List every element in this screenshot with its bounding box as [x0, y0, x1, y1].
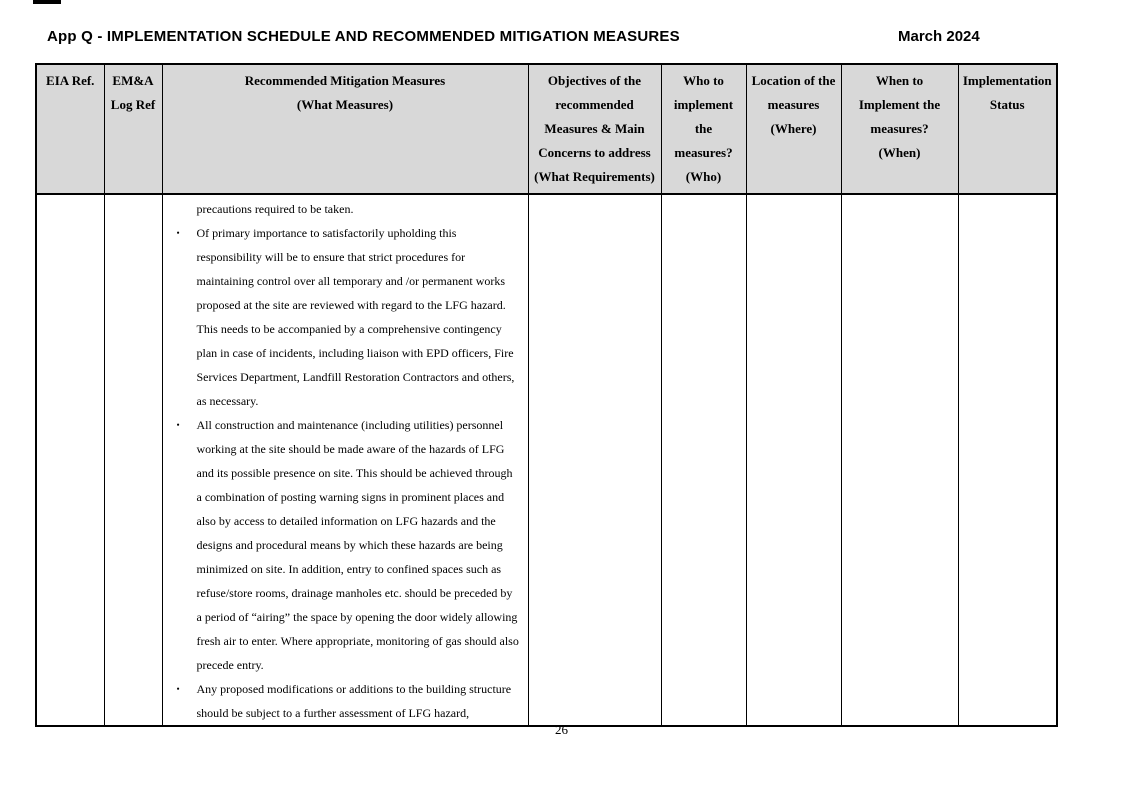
column-header-line: (What Measures) — [296, 97, 394, 112]
column-header-line: measures? — [674, 145, 733, 160]
bullet-text: Of primary importance to satisfactorily upholding this responsibility will be to ensure that strict procedures for maintaining control over all temporary and /or permanent works proposed at the site are reviewed with regard to the LFG hazard. This needs to be accompanied by a comprehensive contingency plan in case of incidents, including liaison with EPD officers, Fire Services Department, Landfill Restoration Contractors and others, as necessary. — [196, 226, 515, 408]
table-header-row — [36, 64, 1057, 194]
col-header-mitigation-measures — [162, 64, 528, 194]
cell-location — [746, 194, 841, 726]
col-header-location — [746, 64, 841, 194]
bullet-icon: • — [176, 420, 180, 430]
cell-objectives — [528, 194, 661, 726]
cell-ema-log-ref — [104, 194, 162, 726]
bullet-icon: • — [176, 228, 180, 238]
col-header-implementation-status — [958, 64, 1057, 194]
bullet-text: All construction and maintenance (including utilities) personnel working at the site should be made aware of the hazards of LFG and its possible presence on site. This should be achieved through a combination of posting warning signs in prominent places and also by access to detailed information on LFG hazards and the designs and procedural means by which these hazards are being minimized on site. In addition, entry to confined spaces such as refuse/store rooms, drainage manholes etc. should be preceded by a period of “airing” the space by opening the door widely allowing fresh air to enter. Where appropriate, monitoring of gas should also precede entry. — [196, 418, 519, 672]
column-header-line: Log Ref — [110, 97, 156, 112]
bullet-text: Any proposed modifications or additions to the building structure should be subject to a further assessment of LFG hazard, — [196, 682, 512, 720]
col-header-when — [841, 64, 958, 194]
column-header-line: (Who) — [685, 169, 722, 184]
scan-artifact — [33, 0, 61, 4]
column-header-line: EIA Ref. — [46, 73, 95, 88]
measures-continuation-text: precautions required to be taken. — [196, 202, 354, 216]
measures-bullet-list — [163, 221, 521, 725]
col-header-objectives — [528, 64, 661, 194]
column-header-line: measures? — [870, 121, 929, 136]
column-header-line: Objectives of the — [547, 73, 642, 88]
column-header-line: When to — [875, 73, 924, 88]
column-header-line: (Where) — [770, 121, 817, 136]
cell-when — [841, 194, 958, 726]
document-title: App Q - IMPLEMENTATION SCHEDULE AND RECOMMENDED MITIGATION MEASURES — [47, 28, 680, 45]
page-number: 26 — [555, 722, 568, 737]
measures-bullet-item — [163, 677, 521, 725]
col-header-eia-ref — [36, 64, 104, 194]
column-header-line: recommended — [555, 97, 634, 112]
column-header-line: Implementation — [962, 73, 1052, 88]
column-header-line: Concerns to address — [538, 145, 651, 160]
cell-who — [661, 194, 746, 726]
measures-bullet-item — [163, 413, 521, 677]
column-header-line: the — [694, 121, 713, 136]
implementation-schedule-table — [35, 63, 1058, 727]
column-header-line: Status — [989, 97, 1025, 112]
column-header-line: (What Requirements) — [534, 169, 655, 184]
column-header-line: Location of the — [751, 73, 836, 88]
cell-eia-ref — [36, 194, 104, 726]
column-header-line: Implement the — [858, 97, 941, 112]
column-header-line: Recommended Mitigation Measures — [244, 73, 446, 88]
cell-implementation-status — [958, 194, 1057, 726]
column-header-line: Measures & Main — [544, 121, 645, 136]
column-header-line: EM&A — [112, 73, 154, 88]
bullet-icon: • — [176, 684, 180, 694]
column-header-line: Who to — [683, 73, 724, 88]
column-header-line: measures — [767, 97, 820, 112]
document-date: March 2024 — [898, 28, 980, 45]
column-header-line: implement — [673, 97, 734, 112]
cell-mitigation-measures — [162, 194, 528, 726]
measures-bullet-item — [163, 221, 521, 413]
column-header-line: (When) — [878, 145, 921, 160]
col-header-who — [661, 64, 746, 194]
table-row — [36, 194, 1057, 726]
col-header-ema-log-ref — [104, 64, 162, 194]
